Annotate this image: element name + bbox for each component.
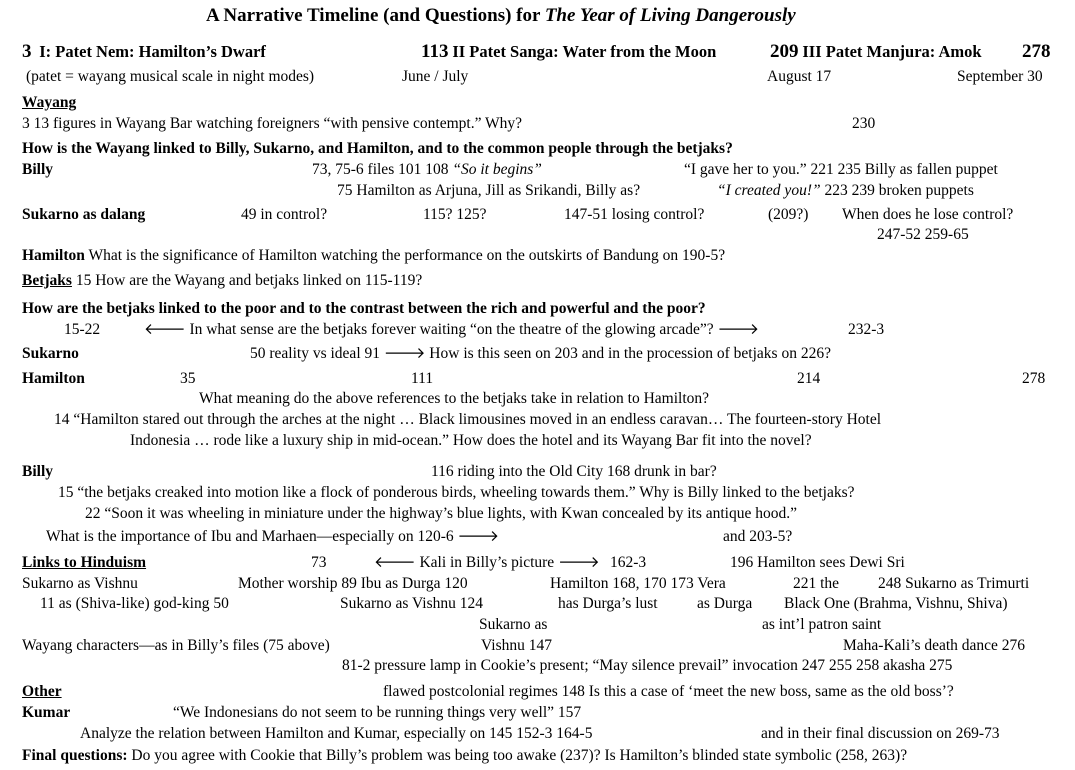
hinduism-r1-c: Hamilton 168, 170 173 Vera <box>550 575 726 592</box>
poor-hamilton-page-3: 214 <box>797 370 821 387</box>
poor-billy-label: Billy <box>22 463 54 480</box>
wayang-betjaks-line <box>22 272 422 290</box>
wayang-billy-a: 73, 75-6 files 101 108 <box>312 161 453 178</box>
hinduism-a: 73 <box>311 554 327 571</box>
part-1-heading <box>22 43 266 62</box>
part-2-date: June / July <box>402 68 469 85</box>
hinduism-r1-d: 221 the <box>793 575 840 592</box>
part-2-heading <box>421 43 716 62</box>
poor-billy-a: 116 riding into the Old City 168 drunk in bar? <box>431 463 717 480</box>
part-3-title: III Patet Manjura: Amok <box>802 42 982 61</box>
end-page: 278 <box>1022 41 1051 62</box>
kumar-analyze-b: and in their final discussion on 269-73 <box>761 725 1000 742</box>
final-label: Final questions: <box>22 747 128 764</box>
poor-billy-c: 22 “Soon it was wheeling in miniature under the highway’s blue lights, with Kwan concealed by its antique hood.” <box>85 505 797 522</box>
poor-hamilton-question: What meaning do the above references to the betjaks take in relation to Hamilton? <box>199 390 710 407</box>
wayang-billy-d: 223 239 broken puppets <box>820 182 974 199</box>
wayang-billy-pages <box>312 161 542 179</box>
end-date: September 30 <box>957 68 1043 85</box>
wayang-sukarno-d: (209?) <box>768 206 809 223</box>
poor-sukarno-text: 50 reality vs ideal 91 🡒 How is this seen on 203 and in the procession of betjaks on 226? <box>250 345 831 362</box>
wayang-sukarno-c: 147-51 losing control? <box>564 206 705 223</box>
wayang-line-1-page: 230 <box>852 115 876 132</box>
wayang-hamilton-label: Hamilton <box>22 247 85 264</box>
hinduism-r3-b: as int’l patron saint <box>762 616 882 633</box>
wayang-billy-label: Billy <box>22 161 54 178</box>
part-2-page: 113 <box>421 41 449 62</box>
poor-hamilton-page-1: 35 <box>180 370 196 387</box>
wayang-hamilton-text: What is the significance of Hamilton watching the performance on the outskirts of Bandung on 190-5? <box>84 247 726 264</box>
poor-question: How are the betjaks linked to the poor and to the contrast between the rich and powerful and the poor? <box>22 300 706 317</box>
part-3-heading <box>770 43 982 62</box>
hinduism-d: 196 Hamilton sees Dewi Sri <box>730 554 905 571</box>
wayang-billy-d-quote: “I created you!” <box>717 182 821 199</box>
wayang-billy-c: 75 Hamilton as Arjuna, Jill as Srikandi, Billy as? <box>337 182 641 199</box>
patet-note: (patet = wayang musical scale in night modes) <box>26 68 315 85</box>
wayang-sukarno-a: 49 in control? <box>241 206 328 223</box>
final-questions <box>22 747 907 765</box>
wayang-sukarno-f: 247-52 259-65 <box>877 226 969 243</box>
other-text: flawed postcolonial regimes 148 Is this a case of ‘meet the new boss, same as the old boss’? <box>383 683 954 700</box>
wayang-question: How is the Wayang linked to Billy, Sukarno, and Hamilton, and to the common people through the betjaks? <box>22 140 733 157</box>
hinduism-c: 162-3 <box>610 554 647 571</box>
hinduism-r2-c: has Durga’s lust <box>558 595 658 612</box>
betjaks-text: 15 How are the Wayang and betjaks linked on 115-119? <box>71 272 423 289</box>
title-main: A Narrative Timeline (and Questions) for <box>206 5 545 26</box>
wayang-hamilton-line <box>22 247 725 265</box>
part-1-title: I: Patet Nem: Hamilton’s Dwarf <box>39 42 266 61</box>
poor-l1-b: 🡐 In what sense are the betjaks forever waiting “on the theatre of the glowing arcade”? 🡒 <box>144 321 760 338</box>
poor-hamilton-page-2: 111 <box>411 370 434 387</box>
hinduism-r3-a: Sukarno as <box>479 616 548 633</box>
hinduism-r4-a: Wayang characters—as in Billy’s files (75 above) <box>22 637 330 654</box>
wayang-sukarno-e: When does he lose control? <box>842 206 1014 223</box>
part-1-page: 3 <box>22 41 32 62</box>
hinduism-r5: 81-2 pressure lamp in Cookie’s present; “May silence prevail” invocation 247 255 258 akasha 275 <box>342 657 953 674</box>
poor-hamilton-quote-1: 14 “Hamilton stared out through the arches at the night … Black limousines moved in an endless caravan… The fourteen-story Hotel <box>54 411 882 428</box>
part-2-title: II Patet Sanga: Water from the Moon <box>452 42 717 61</box>
wayang-sukarno-b: 115? 125? <box>423 206 487 223</box>
kumar-analyze: Analyze the relation between Hamilton and Kumar, especially on 145 152-3 164-5 <box>80 725 593 742</box>
wayang-heading: Wayang <box>22 94 77 111</box>
hinduism-r1-e: 248 Sukarno as Trimurti <box>878 575 1030 592</box>
wayang-sukarno-label: Sukarno as dalang <box>22 206 146 223</box>
hinduism-r2-d: as Durga <box>697 595 753 612</box>
page-title <box>206 7 796 25</box>
kumar-text: “We Indonesians do not seem to be running things very well” 157 <box>173 704 582 721</box>
part-3-page: 209 <box>770 41 799 62</box>
wayang-billy-b: “I gave her to you.” 221 235 Billy as fallen puppet <box>684 161 998 178</box>
poor-billy-d: What is the importance of Ibu and Marhaen—especially on 120-6 🡒 <box>46 528 500 545</box>
hinduism-heading: Links to Hinduism <box>22 554 147 571</box>
title-book: The Year of Living Dangerously <box>544 5 796 26</box>
wayang-line-1: 3 13 figures in Wayang Bar watching foreigners “with pensive contempt.” Why? <box>22 115 523 132</box>
kumar-label: Kumar <box>22 704 71 721</box>
poor-hamilton-page-4: 278 <box>1022 370 1046 387</box>
poor-billy-b: 15 “the betjaks creaked into motion like a flock of ponderous birds, wheeling towards them.” Why is Billy linked to the betjaks? <box>58 484 855 501</box>
hinduism-b: 🡐 Kali in Billy’s picture 🡒 <box>374 554 600 571</box>
poor-sukarno-label: Sukarno <box>22 345 79 362</box>
hinduism-r4-c: Maha-Kali’s death dance 276 <box>843 637 1026 654</box>
hinduism-r2-b: Sukarno as Vishnu 124 <box>340 595 484 612</box>
betjaks-heading: Betjaks <box>22 272 72 289</box>
hinduism-r1-a: Sukarno as Vishnu <box>22 575 138 592</box>
final-text: Do you agree with Cookie that Billy’s problem was being too awake (237)? Is Hamilton’s blinded state symbolic (258, 263)? <box>127 747 908 764</box>
part-3-date: August 17 <box>767 68 832 85</box>
hinduism-r2-a: 11 as (Shiva-like) god-king 50 <box>40 595 229 612</box>
poor-hamilton-quote-2: Indonesia … rode like a luxury ship in mid-ocean.” How does the hotel and its Wayang Bar fit into the novel? <box>130 432 812 449</box>
hinduism-r4-b: Vishnu 147 <box>481 637 552 654</box>
poor-l1-a: 15-22 <box>64 321 101 338</box>
hinduism-r1-b: Mother worship 89 Ibu as Durga 120 <box>238 575 468 592</box>
other-heading: Other <box>22 683 62 700</box>
wayang-billy-a-quote: “So it begins” <box>452 161 542 178</box>
poor-hamilton-label: Hamilton <box>22 370 85 387</box>
poor-l1-c: 232-3 <box>848 321 885 338</box>
wayang-billy-d-line <box>717 182 974 200</box>
poor-billy-e: and 203-5? <box>723 528 793 545</box>
hinduism-r2-e: Black One (Brahma, Vishnu, Shiva) <box>784 595 1008 612</box>
